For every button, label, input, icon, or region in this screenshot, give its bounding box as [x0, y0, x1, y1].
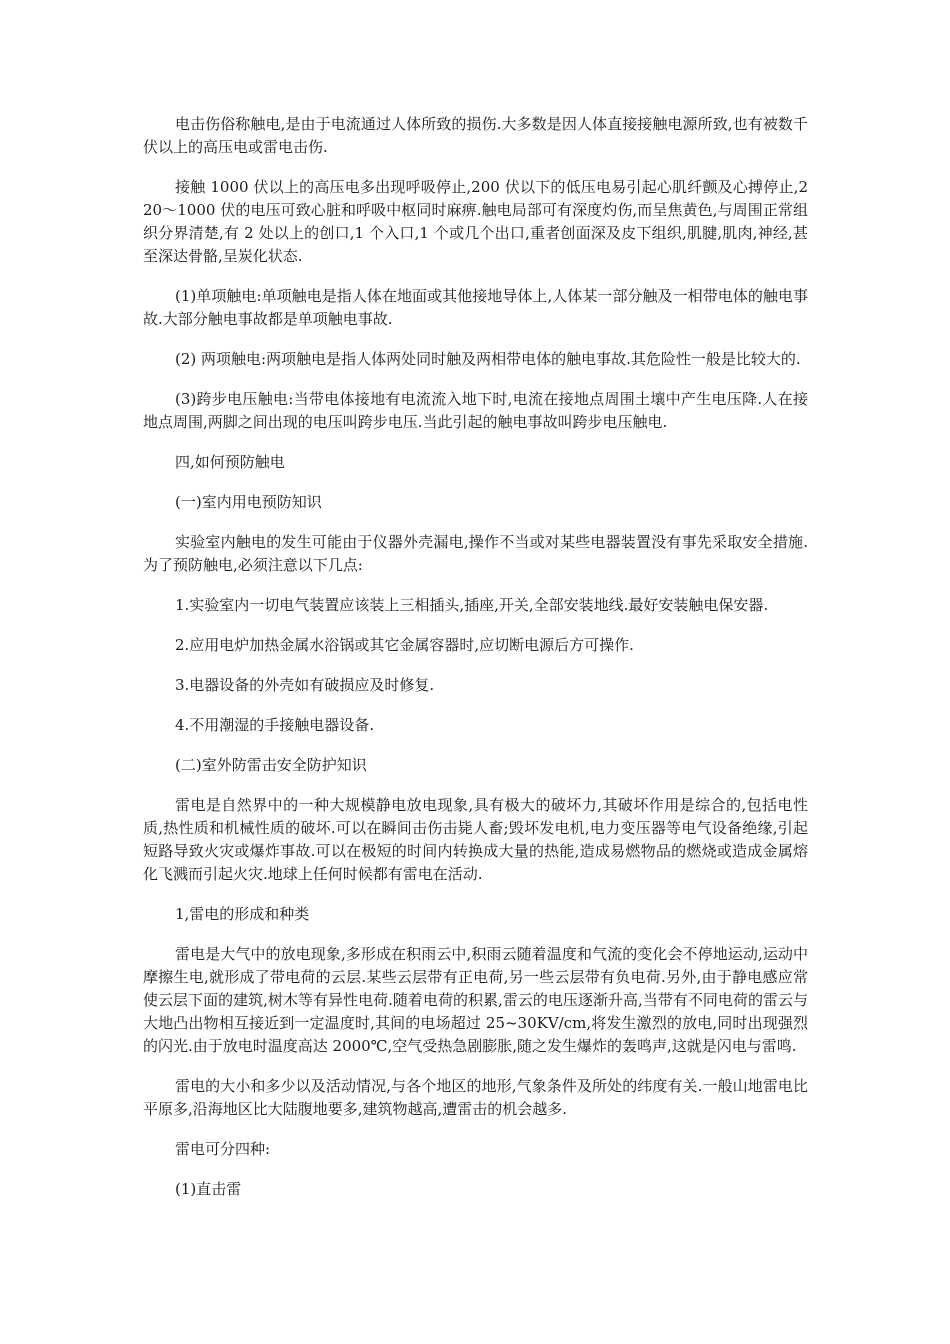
paragraph-lightning-frequency: 雷电的大小和多少以及活动情况,与各个地区的地形,气象条件及所处的纬度有关.一般山地雷电比平原多,沿海地区比大陆腹地要多,建筑物越高,遭雷击的机会越多. [143, 1077, 808, 1118]
subsection-heading-indoor: (一)室内用电预防知识 [175, 493, 322, 511]
paragraph-lab-shock-causes: 实验室内触电的发生可能由于仪器外壳漏电,操作不当或对某些电器装置没有事先采取安全措施.为了预防触电,必须注意以下几点: [143, 533, 808, 574]
list-item-direct-lightning: (1)直击雷 [175, 1180, 242, 1198]
list-item-3: 3.电器设备的外壳如有破损应及时修复. [175, 676, 435, 694]
paragraph-lightning-damage: 雷电是自然界中的一种大规模静电放电现象,具有极大的破坏力,其破坏作用是综合的,包括电性质,热性质和机械性质的破坏.可以在瞬间击伤击毙人畜;毁坏发电机,电力变压器等电气设备绝缘,引起短路导致火灾或爆炸事故.可以在极短的时间内转换成大量的热能,造成易燃物品的燃烧或造成金属熔化飞溅而引起火灾.地球上任何时候都有雷电在活动. [143, 796, 808, 883]
paragraph-lightning-types-intro: 雷电可分四种: [175, 1140, 271, 1158]
list-item-4: 4.不用潮湿的手接触电器设备. [175, 716, 375, 734]
section-heading-prevention: 四,如何预防触电 [175, 453, 285, 471]
paragraph-lightning-formation: 雷电是大气中的放电现象,多形成在积雨云中,积雨云随着温度和气流的变化会不停地运动,运动中摩擦生电,就形成了带电荷的云层.某些云层带有正电荷,另一些云层带有负电荷.另外,由于静电感应常使云层下面的建筑,树木等有异性电荷.随着电荷的积累,雷云的电压逐渐升高,当带有不同电荷的雷云与大地凸出物相互接近到一定温度时,其间的电场超过 25~30KV/cm,将发生激烈的放电,同时出现强烈的闪光.由于放电时温度高达 2000℃,空气受热急剧膨胀,随之发生爆炸的轰鸣声,这就是闪电与雷鸣. [143, 945, 808, 1055]
paragraph-single-phase-shock: (1)单项触电:单项触电是指人体在地面或其他接地导体上,人体某一部分触及一相带电体的触电事故.大部分触电事故都是单项触电事故. [143, 287, 808, 328]
list-item-1: 1.实验室内一切电气装置应该装上三相插头,插座,开关,全部安装地线.最好安装触电保安器. [175, 596, 769, 614]
document-body [143, 113, 808, 1218]
list-item-2: 2.应用电炉加热金属水浴锅或其它金属容器时,应切断电源后方可操作. [175, 636, 634, 654]
paragraph-electric-shock-definition: 电击伤俗称触电,是由于电流通过人体所致的损伤.大多数是因人体直接接触电源所致,也有被数千伏以上的高压电或雷电击伤. [143, 115, 808, 156]
subsection-heading-outdoor: (二)室外防雷击安全防护知识 [175, 756, 367, 774]
paragraph-step-voltage-shock: (3)跨步电压触电:当带电体接地有电流流入地下时,电流在接地点周围土壤中产生电压降.人在接地点周围,两脚之间出现的电压叫跨步电压.当此引起的触电事故叫跨步电压触电. [143, 390, 808, 431]
paragraph-two-phase-shock: (2) 两项触电:两项触电是指人体两处同时触及两相带电体的触电事故.其危险性一般是比较大的. [175, 350, 801, 368]
heading-lightning-formation: 1,雷电的形成和种类 [175, 905, 310, 923]
paragraph-voltage-effects: 接触 1000 伏以上的高压电多出现呼吸停止,200 伏以下的低压电易引起心肌纤颤及心搏停止,220～1000 伏的电压可致心脏和呼吸中枢同时麻痹.触电局部可有深度灼伤,而呈焦黄色,与周围正常组织分界清楚,有 2 处以上的创口,1 个入口,1 个或几个出口,重者创面深及皮下组织,肌腱,肌肉,神经,甚至深达骨骼,呈炭化状态. [143, 178, 808, 265]
